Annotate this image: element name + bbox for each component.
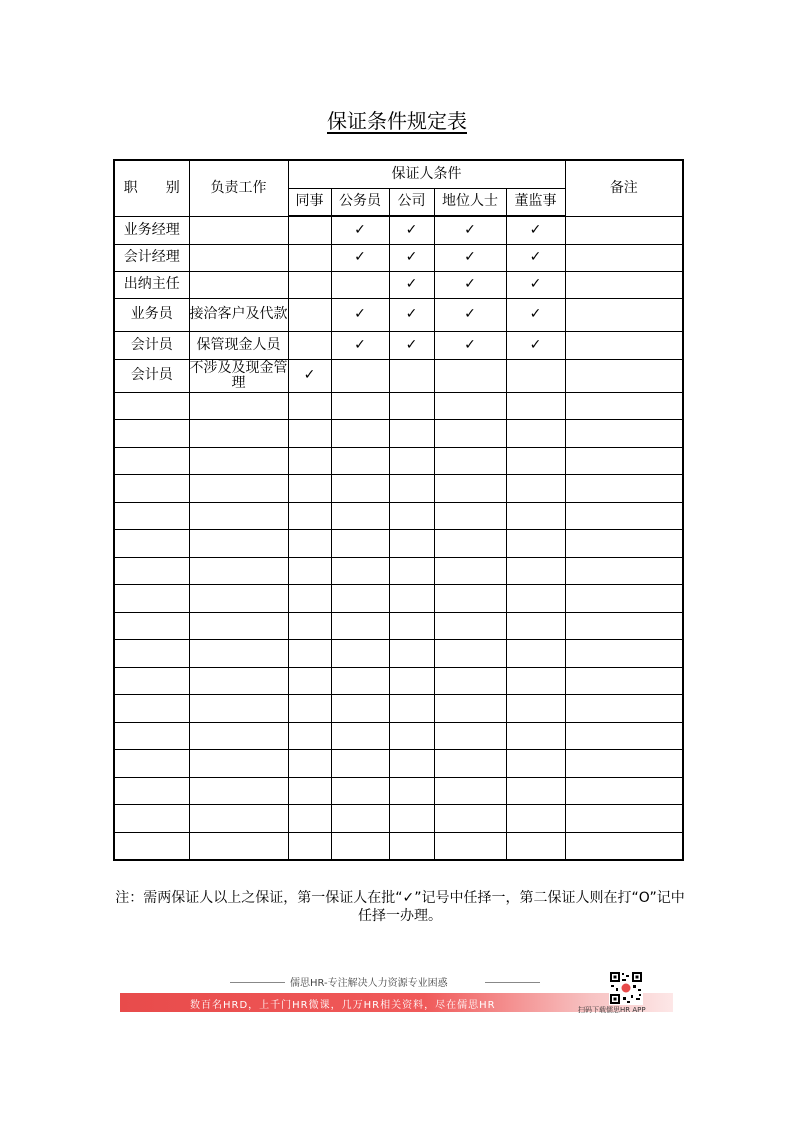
row-mark — [331, 271, 389, 298]
row-duty: 保管现金人员 — [189, 331, 288, 359]
row-remark — [565, 359, 683, 392]
empty-cell — [114, 667, 189, 695]
empty-cell — [565, 667, 683, 695]
empty-cell — [565, 750, 683, 778]
row-mark: ✓ — [434, 331, 506, 359]
empty-cell — [434, 667, 506, 695]
row-remark — [565, 271, 683, 298]
empty-cell — [114, 777, 189, 805]
header-col-company: 公司 — [389, 188, 434, 216]
row-duty: 接洽客户及代款 — [189, 298, 288, 331]
row-mark — [389, 359, 434, 392]
empty-cell — [114, 420, 189, 448]
header-remarks: 备注 — [565, 160, 683, 216]
empty-cell — [434, 695, 506, 723]
row-mark: ✓ — [506, 331, 565, 359]
table-row-empty — [114, 530, 683, 558]
empty-cell — [506, 777, 565, 805]
empty-cell — [288, 392, 331, 420]
empty-cell — [389, 750, 434, 778]
empty-cell — [506, 585, 565, 613]
qr-caption: 扫码下载儒思HR APP — [578, 1006, 646, 1014]
row-mark: ✓ — [506, 298, 565, 331]
empty-cell — [506, 750, 565, 778]
table-row-empty — [114, 722, 683, 750]
empty-cell — [189, 750, 288, 778]
row-mark: ✓ — [331, 331, 389, 359]
empty-cell — [565, 612, 683, 640]
empty-cell — [389, 585, 434, 613]
row-mark: ✓ — [331, 298, 389, 331]
row-mark: ✓ — [434, 244, 506, 271]
empty-cell — [434, 530, 506, 558]
table-row-empty — [114, 695, 683, 723]
empty-cell — [565, 585, 683, 613]
table-row-empty — [114, 612, 683, 640]
empty-cell — [288, 805, 331, 833]
empty-cell — [288, 530, 331, 558]
row-mark — [506, 359, 565, 392]
empty-cell — [288, 750, 331, 778]
empty-cell — [506, 557, 565, 585]
empty-cell — [288, 612, 331, 640]
row-duty — [189, 216, 288, 244]
empty-cell — [389, 447, 434, 475]
empty-cell — [114, 557, 189, 585]
empty-cell — [506, 667, 565, 695]
empty-cell — [506, 392, 565, 420]
empty-cell — [331, 447, 389, 475]
table-row — [114, 359, 683, 392]
empty-cell — [434, 502, 506, 530]
row-mark — [288, 331, 331, 359]
empty-cell — [506, 612, 565, 640]
empty-cell — [288, 447, 331, 475]
empty-cell — [189, 530, 288, 558]
empty-cell — [114, 475, 189, 503]
empty-cell — [189, 585, 288, 613]
row-duty — [189, 244, 288, 271]
empty-cell — [434, 585, 506, 613]
promo-banner-text: 数百名HRD，上千门HR微课，几万HR相关资料，尽在儒思HR — [190, 1000, 496, 1011]
table-row — [114, 331, 683, 359]
empty-cell — [288, 502, 331, 530]
empty-cell — [434, 420, 506, 448]
tagline-rule-left — [230, 982, 285, 983]
empty-cell — [434, 447, 506, 475]
qr-code-icon — [609, 971, 643, 1005]
table-row-empty — [114, 447, 683, 475]
empty-cell — [331, 530, 389, 558]
empty-cell — [565, 447, 683, 475]
empty-cell — [434, 475, 506, 503]
empty-cell — [389, 722, 434, 750]
empty-cell — [434, 392, 506, 420]
empty-cell — [114, 447, 189, 475]
empty-cell — [288, 832, 331, 860]
row-position: 会计员 — [114, 359, 189, 392]
row-remark — [565, 244, 683, 271]
row-mark: ✓ — [389, 271, 434, 298]
empty-cell — [114, 392, 189, 420]
empty-cell — [565, 777, 683, 805]
row-mark: ✓ — [506, 244, 565, 271]
row-mark: ✓ — [506, 271, 565, 298]
empty-cell — [288, 722, 331, 750]
row-mark: ✓ — [331, 244, 389, 271]
empty-cell — [189, 392, 288, 420]
row-mark — [288, 244, 331, 271]
empty-cell — [506, 695, 565, 723]
empty-cell — [389, 832, 434, 860]
empty-cell — [389, 695, 434, 723]
empty-cell — [389, 640, 434, 668]
table-row — [114, 298, 683, 331]
empty-cell — [389, 777, 434, 805]
empty-cell — [331, 557, 389, 585]
empty-cell — [506, 722, 565, 750]
empty-cell — [288, 475, 331, 503]
table-row — [114, 216, 683, 244]
row-mark: ✓ — [506, 216, 565, 244]
row-mark — [288, 271, 331, 298]
empty-cell — [331, 585, 389, 613]
empty-cell — [114, 640, 189, 668]
empty-cell — [565, 557, 683, 585]
empty-cell — [565, 420, 683, 448]
empty-cell — [331, 392, 389, 420]
empty-cell — [114, 832, 189, 860]
empty-cell — [434, 640, 506, 668]
row-mark: ✓ — [389, 331, 434, 359]
empty-cell — [434, 777, 506, 805]
empty-cell — [331, 750, 389, 778]
empty-cell — [389, 392, 434, 420]
header-col-notable: 地位人士 — [434, 188, 506, 216]
empty-cell — [331, 420, 389, 448]
table-row — [114, 271, 683, 298]
empty-cell — [189, 557, 288, 585]
empty-cell — [389, 502, 434, 530]
header-duty: 负责工作 — [189, 160, 288, 216]
table-row-empty — [114, 392, 683, 420]
empty-cell — [189, 640, 288, 668]
empty-cell — [331, 777, 389, 805]
empty-cell — [389, 475, 434, 503]
empty-cell — [506, 502, 565, 530]
empty-cell — [434, 805, 506, 833]
empty-cell — [331, 832, 389, 860]
empty-cell — [331, 667, 389, 695]
empty-cell — [565, 722, 683, 750]
empty-cell — [565, 502, 683, 530]
empty-cell — [565, 475, 683, 503]
header-guarantor-conditions: 保证人条件 — [288, 160, 565, 188]
empty-cell — [114, 750, 189, 778]
empty-cell — [506, 447, 565, 475]
table-row-empty — [114, 777, 683, 805]
empty-cell — [288, 640, 331, 668]
header-col-civil-servant: 公务员 — [331, 188, 389, 216]
empty-cell — [114, 530, 189, 558]
empty-cell — [389, 557, 434, 585]
empty-cell — [288, 667, 331, 695]
empty-cell — [506, 832, 565, 860]
empty-cell — [434, 612, 506, 640]
empty-cell — [331, 502, 389, 530]
row-mark: ✓ — [434, 216, 506, 244]
row-position: 业务员 — [114, 298, 189, 331]
empty-cell — [189, 695, 288, 723]
table-row-empty — [114, 805, 683, 833]
empty-cell — [565, 392, 683, 420]
empty-cell — [389, 420, 434, 448]
empty-cell — [565, 832, 683, 860]
empty-cell — [565, 695, 683, 723]
footer-banner — [120, 968, 673, 1018]
row-duty: 不涉及及现金管理 — [189, 359, 288, 391]
row-position: 业务经理 — [114, 216, 189, 244]
empty-cell — [565, 640, 683, 668]
empty-cell — [288, 585, 331, 613]
row-mark: ✓ — [288, 359, 331, 392]
empty-cell — [565, 530, 683, 558]
row-mark — [288, 216, 331, 244]
tagline-rule-right — [485, 982, 540, 983]
row-mark: ✓ — [331, 216, 389, 244]
footer-tagline: 儒思HR-专注解决人力资源专业困惑 — [290, 978, 448, 989]
empty-cell — [189, 667, 288, 695]
empty-cell — [506, 640, 565, 668]
empty-cell — [506, 805, 565, 833]
table-row-empty — [114, 750, 683, 778]
empty-cell — [114, 722, 189, 750]
row-remark — [565, 298, 683, 331]
header-col-director: 董监事 — [506, 188, 565, 216]
empty-cell — [189, 502, 288, 530]
row-position: 会计经理 — [114, 244, 189, 271]
empty-cell — [189, 447, 288, 475]
row-remark — [565, 331, 683, 359]
empty-cell — [189, 777, 288, 805]
empty-cell — [434, 722, 506, 750]
footnote: 注：需两保证人以上之保证，第一保证人在批“✓”记号中任择一，第二保证人则在打“O”记中任择一办理。 — [115, 890, 685, 924]
table-row-empty — [114, 832, 683, 860]
empty-cell — [189, 612, 288, 640]
row-mark — [288, 298, 331, 331]
row-mark — [434, 359, 506, 392]
table-row-empty — [114, 585, 683, 613]
empty-cell — [288, 777, 331, 805]
guarantee-conditions-table — [113, 159, 684, 861]
empty-cell — [389, 612, 434, 640]
row-mark: ✓ — [389, 298, 434, 331]
empty-cell — [189, 475, 288, 503]
row-duty — [189, 271, 288, 298]
empty-cell — [189, 722, 288, 750]
table-row-empty — [114, 420, 683, 448]
empty-cell — [288, 420, 331, 448]
empty-cell — [389, 667, 434, 695]
empty-cell — [331, 640, 389, 668]
empty-cell — [189, 805, 288, 833]
empty-cell — [434, 750, 506, 778]
empty-cell — [565, 805, 683, 833]
empty-cell — [114, 502, 189, 530]
header-position: 职 别 — [114, 160, 189, 216]
empty-cell — [331, 695, 389, 723]
row-remark — [565, 216, 683, 244]
empty-cell — [434, 557, 506, 585]
table-row-empty — [114, 557, 683, 585]
empty-cell — [389, 530, 434, 558]
row-mark: ✓ — [389, 244, 434, 271]
empty-cell — [114, 695, 189, 723]
empty-cell — [506, 530, 565, 558]
empty-cell — [506, 475, 565, 503]
empty-cell — [114, 612, 189, 640]
row-mark — [331, 359, 389, 392]
row-position: 会计员 — [114, 331, 189, 359]
page-title: 保证条件规定表 — [327, 109, 467, 133]
empty-cell — [331, 475, 389, 503]
empty-cell — [288, 557, 331, 585]
empty-cell — [506, 420, 565, 448]
empty-cell — [114, 585, 189, 613]
row-position: 出纳主任 — [114, 271, 189, 298]
row-mark: ✓ — [434, 271, 506, 298]
empty-cell — [288, 695, 331, 723]
table-row-empty — [114, 475, 683, 503]
empty-cell — [331, 612, 389, 640]
table-row — [114, 244, 683, 271]
empty-cell — [434, 832, 506, 860]
header-col-colleague: 同事 — [288, 188, 331, 216]
table-row-empty — [114, 667, 683, 695]
row-mark: ✓ — [389, 216, 434, 244]
empty-cell — [189, 420, 288, 448]
table-row-empty — [114, 640, 683, 668]
empty-cell — [331, 722, 389, 750]
row-mark: ✓ — [434, 298, 506, 331]
empty-cell — [114, 805, 189, 833]
empty-cell — [331, 805, 389, 833]
empty-cell — [389, 805, 434, 833]
empty-cell — [189, 832, 288, 860]
table-row-empty — [114, 502, 683, 530]
